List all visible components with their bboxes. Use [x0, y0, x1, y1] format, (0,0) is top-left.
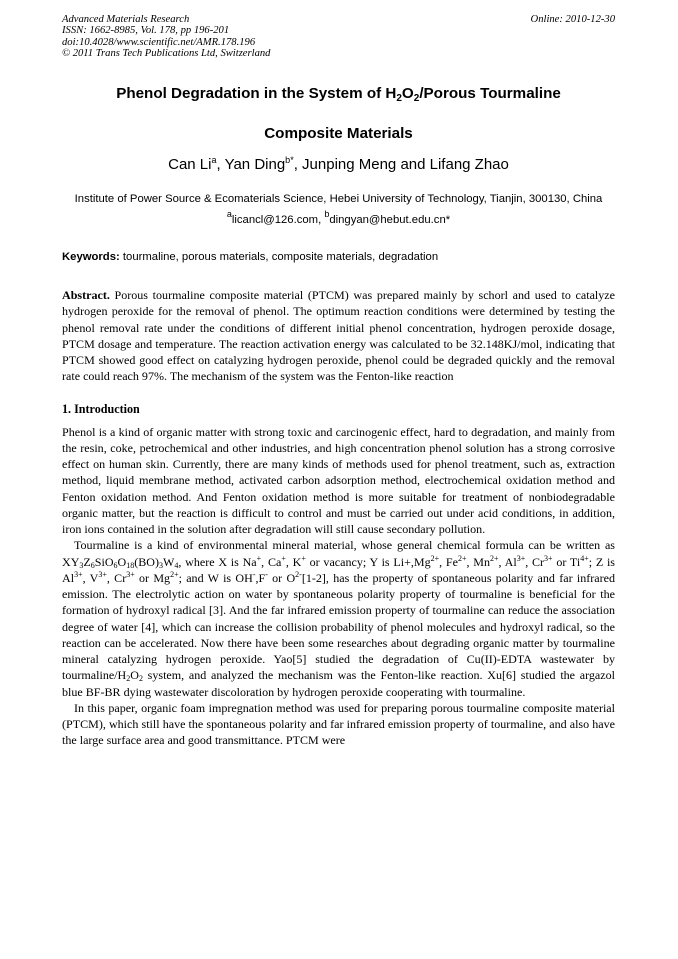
keywords-label: Keywords: — [62, 251, 120, 264]
online-date: Online: 2010-12-30 — [530, 14, 615, 25]
journal-header — [62, 14, 615, 60]
journal-doi: doi:10.4028/www.scientific.net/AMR.178.196 — [62, 36, 256, 48]
intro-paragraph-3: In this paper, organic foam impregnation method was used for preparing porous tourmaline composite material (PTCM), which still have the spontaneous polarity and far infrared emission property of tourmaline, and also have the large surface area and good transmittance. PTCM were — [62, 700, 615, 748]
paper-title — [62, 74, 615, 154]
paper-page — [62, 14, 615, 749]
abstract-label: Abstract. — [62, 288, 110, 303]
journal-name: Advanced Materials Research — [62, 14, 190, 25]
section-heading-introduction: 1. Introduction — [62, 401, 140, 416]
author-list: Can Li$^a$, Yan Ding$^{b*}$, Junping Meng and Lifang Zhao — [168, 154, 509, 173]
title-line-2: Composite Materials — [264, 124, 413, 142]
title-line-1: Phenol Degradation in the System of $H_2O_2$/Porous Tourmaline — [116, 84, 561, 104]
abstract: Abstract. Porous tourmaline composite material (PTCM) was prepared mainly by schorl and used to catalyze hydrogen peroxide for the removal of phenol. The optimum reaction conditions were determined by testing the phenol removal rate under the conditions of different initial phenol concentration, hydrogen peroxide dosage, PTCM dosage and temperature. The reaction activation energy was calculated to be 32.148KJ/mol, indicating that PTCM showed good effect on catalyzing hydrogen peroxide, phenol could be degraded quickly and the removal rate could reach 97%. The mechanism of the system was the Fenton-like reaction — [62, 288, 615, 384]
affiliation: Institute of Power Source & Ecomaterials Science, Hebei University of Technology, Tianjin, 300130, China — [74, 192, 603, 205]
author-emails: $^a$licancl@126.com, $^b$dingyan@hebut.edu.cn* — [226, 209, 451, 227]
journal-issn: ISSN: 1662-8985, Vol. 178, pp 196-201 — [62, 25, 230, 37]
keywords: Keywords: tourmaline, porous materials, composite materials, degradation — [62, 251, 439, 264]
intro-paragraph-1: Phenol is a kind of organic matter with strong toxic and carcinogenic effect, hard to degradation, and mainly from the resin, coke, petrochemical and other industries, and high concentration phenol solution has a strong corrosive effect on human skin. Currently, there are many kinds of methods used for phenol treatment, such as, extraction method, liquid membrane method, activated carbon adsorption method, electrochemical oxidation method and Fenton oxidation method. And Fenton oxidation method is more suitable for treatment of nonbiodegradable organic matter, but the reaction is difficult to control and must be carried out under acid conditions, in addition, iron ions contained in the solution after degradation will still cause secondary pollution. — [62, 424, 615, 537]
intro-paragraph-2: Tourmaline is a kind of environmental mineral material, whose general chemical formula can be written as $XY_3Z_6SiO_6O_{18}(BO)_3W_4$, where X is Na+, Ca+, K+ or vacancy; Y is $Li+,Mg^{2+}$, $Fe^{2+}$, $Mn^{2+}$, $Al^{3+}$, $Cr^{3+}$ or $Ti^{4+}$; Z is $Al^{3+}$, $V^{3+}$, $Cr^{3+}$ or $Mg^{2+}$; and W is OH-,F- or $O^{2-}[1-2]$, has the property of spontaneous polarity and far infrared emission. The electrolytic action on water by spontaneous polarity property of tourmaline is beneficial for the formation of hydroxyl radical [3]. And the far infrared emission property of tourmaline can reduce the association degree of water [4], which can increase the collision probability of phenol molecules and hydroxyl radical, so the reaction can be accelerated. Now there have been some researches about degrading organic matter by tourmaline mineral catalyzing hydrogen peroxide. Yao[5] studied the degradation of Cu(II)-EDTA wastewater by tourmaline/$H_2O_2$ system, and analyzed the mechanism was the Fenton-like reaction. Xu[6] studied the argazol blue BF-BR dying wastewater discoloration by hydrogen peroxide cooperating with tourmaline. — [62, 538, 615, 699]
journal-copyright: © 2011 Trans Tech Publications Ltd, Switzerland — [62, 48, 271, 60]
